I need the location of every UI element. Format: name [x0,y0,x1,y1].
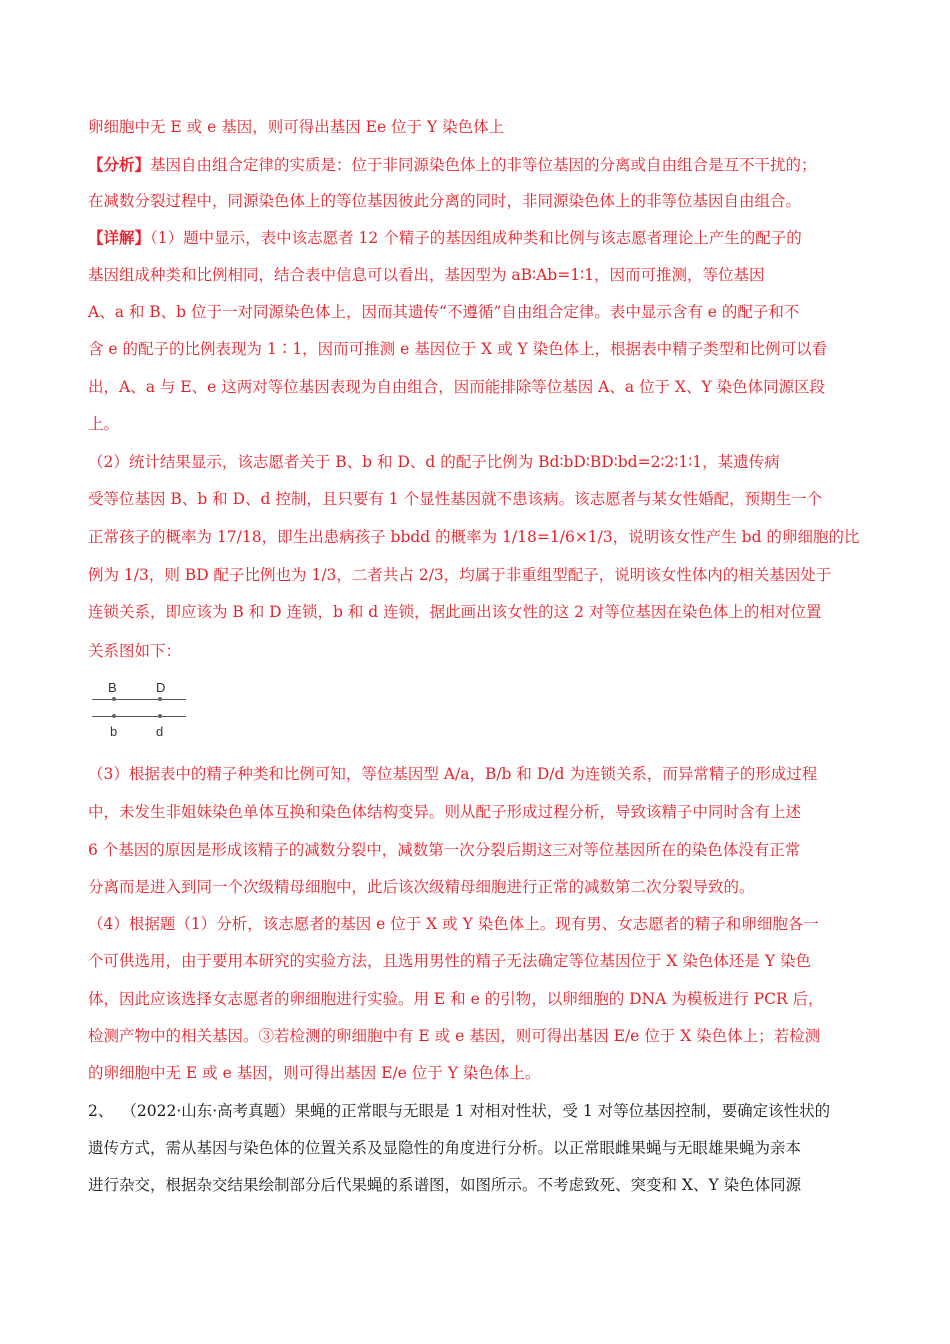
text-line: 基因组成种类和比例相同，结合表中信息可以看出，基因型为 aB∶Ab=1∶1，因而可推测，等位基因 [88,266,765,284]
answer-line [0,116,950,138]
locus-dot [112,697,116,701]
chromosome-upper [92,699,186,700]
text-line: 含 e 的配子的比例表现为 1∶1，因而可推测 e 基因位于 X 或 Y 染色体上，根据表中精子类型和比例可以看 [88,340,828,358]
text-line: 6 个基因的原因是形成该精子的减数分裂中，减数第一次分裂后期这三对等位基因所在的染色体没有正常 [88,841,801,859]
detail-line [0,338,950,360]
gene-label-B: B [108,680,117,695]
text-line: 正常孩子的概率为 17/18，即生出患病孩子 bbdd 的概率为 1/18=1/6×1/3，说明该女性产生 bd 的卵细胞的比 [88,528,860,546]
text-line: 在减数分裂过程中，同源染色体上的等位基因彼此分离的同时，非同源染色体上的非等位基因自由组合。 [88,192,802,210]
text-line: 检测产物中的相关基因。③若检测的卵细胞中有 E 或 e 基因，则可得出基因 E/e 位于 X 染色体上；若检测 [88,1027,821,1045]
gene-label-d: d [156,724,164,739]
detail-line [0,451,950,473]
detail-line [0,839,950,861]
gene-label-D: D [156,680,166,695]
question-line [0,1100,950,1122]
text-line: A、a 和 B、b 位于一对同源染色体上，因而其遗传“不遵循”自由组合定律。表中显示含有 e 的配子和不 [88,303,800,321]
text-line: （3）根据表中的精子种类和比例可知，等位基因型 A/a，B/b 和 D/d 为连锁关系，而异常精子的形成过程 [88,765,818,783]
detail-line [0,564,950,586]
question-line [0,1137,950,1159]
detail-line [0,601,950,623]
detail-line [0,876,950,898]
analysis-line [0,190,950,212]
analysis-line [0,154,950,176]
detail-line [0,950,950,972]
chromosome-figure [92,678,192,742]
detail-line [0,488,950,510]
detail-line [0,640,950,662]
text-line: （2）统计结果显示，该志愿者关于 B、b 和 D、d 的配子比例为 Bd∶bD∶BD∶bd=2∶2∶1∶1，某遗传病 [88,453,780,471]
text-line: 出，A、a 与 E、e 这两对等位基因表现为自由组合，因而能排除等位基因 A、a 位于 X、Y 染色体同源区段 [88,378,826,396]
detail-line [0,801,950,823]
detail-line [0,1062,950,1084]
text-line: 连锁关系，即应该为 B 和 D 连锁，b 和 d 连锁，据此画出该女性的这 2 对等位基因在染色体上的相对位置 [88,603,822,621]
detail-line [0,763,950,785]
text-line: 关系图如下： [88,642,182,660]
text-line: （2022·山东·高考真题）果蝇的正常眼与无眼是 1 对相对性状，受 1 对等位基因控制，要确定该性状的 [121,1102,831,1120]
gene-label-b: b [110,724,118,739]
text-line: 进行杂交，根据杂交结果绘制部分后代果蝇的系谱图，如图所示。不考虑致死、突变和 X、Y 染色体同源 [88,1176,802,1194]
detail-line [0,376,950,398]
text-line: （1）题中显示，表中该志愿者 12 个精子的基因组成种类和比例与该志愿者理论上产生的配子的 [150,229,802,247]
question-line [0,1174,950,1196]
detail-tag: 【详解】 [88,228,151,247]
locus-dot [158,714,162,718]
detail-line [0,227,950,249]
detail-line [0,526,950,548]
question-number: 2、 [88,1102,114,1120]
text-line: （4）根据题（1）分析，该志愿者的基因 e 位于 X 或 Y 染色体上。现有男、女志愿者的精子和卵细胞各一 [88,915,819,933]
locus-dot [112,714,116,718]
text-line: 中，未发生非姐妹染色单体互换和染色体结构变异。则从配子形成过程分析，导致该精子中同时含有上述 [88,803,802,821]
detail-line [0,264,950,286]
detail-line [0,301,950,323]
text-line: 的卵细胞中无 E 或 e 基因，则可得出基因 E/e 位于 Y 染色体上。 [88,1064,541,1082]
text-line: 基因自由组合定律的实质是：位于非同源染色体上的非等位基因的分离或自由组合是互不干扰的； [150,156,817,174]
detail-line [0,413,950,435]
text-line: 分离而是进入到同一个次级精母细胞中，此后该次级精母细胞进行正常的减数第二次分裂导致的。 [88,878,755,896]
text-line: 体，因此应该选择女志愿者的卵细胞进行实验。用 E 和 e 的引物，以卵细胞的 DNA 为模板进行 PCR 后， [88,990,824,1008]
text-line: 上。 [88,415,120,433]
text-line: 例为 1/3，则 BD 配子比例也为 1/3，二者共占 2/3，均属于非重组型配子，说明该女性体内的相关基因处于 [88,566,832,584]
text-line: 遗传方式，需从基因与染色体的位置关系及显隐性的角度进行分析。以正常眼雌果蝇与无眼雄果蝇为亲本 [88,1139,802,1157]
text-line: 受等位基因 B、b 和 D、d 控制，且只要有 1 个显性基因就不患该病。该志愿者与某女性婚配，预期生一个 [88,490,823,508]
chromosome-lower [92,716,186,717]
text-line: 个可供选用，由于要用本研究的实验方法，且选用男性的精子无法确定等位基因位于 X 染色体还是 Y 染色 [88,952,811,970]
detail-line [0,988,950,1010]
detail-line [0,913,950,935]
analysis-tag: 【分析】 [88,155,151,174]
text-line: 卵细胞中无 E 或 e 基因，则可得出基因 Ee 位于 Y 染色体上 [88,118,505,136]
locus-dot [158,697,162,701]
detail-line [0,1025,950,1047]
